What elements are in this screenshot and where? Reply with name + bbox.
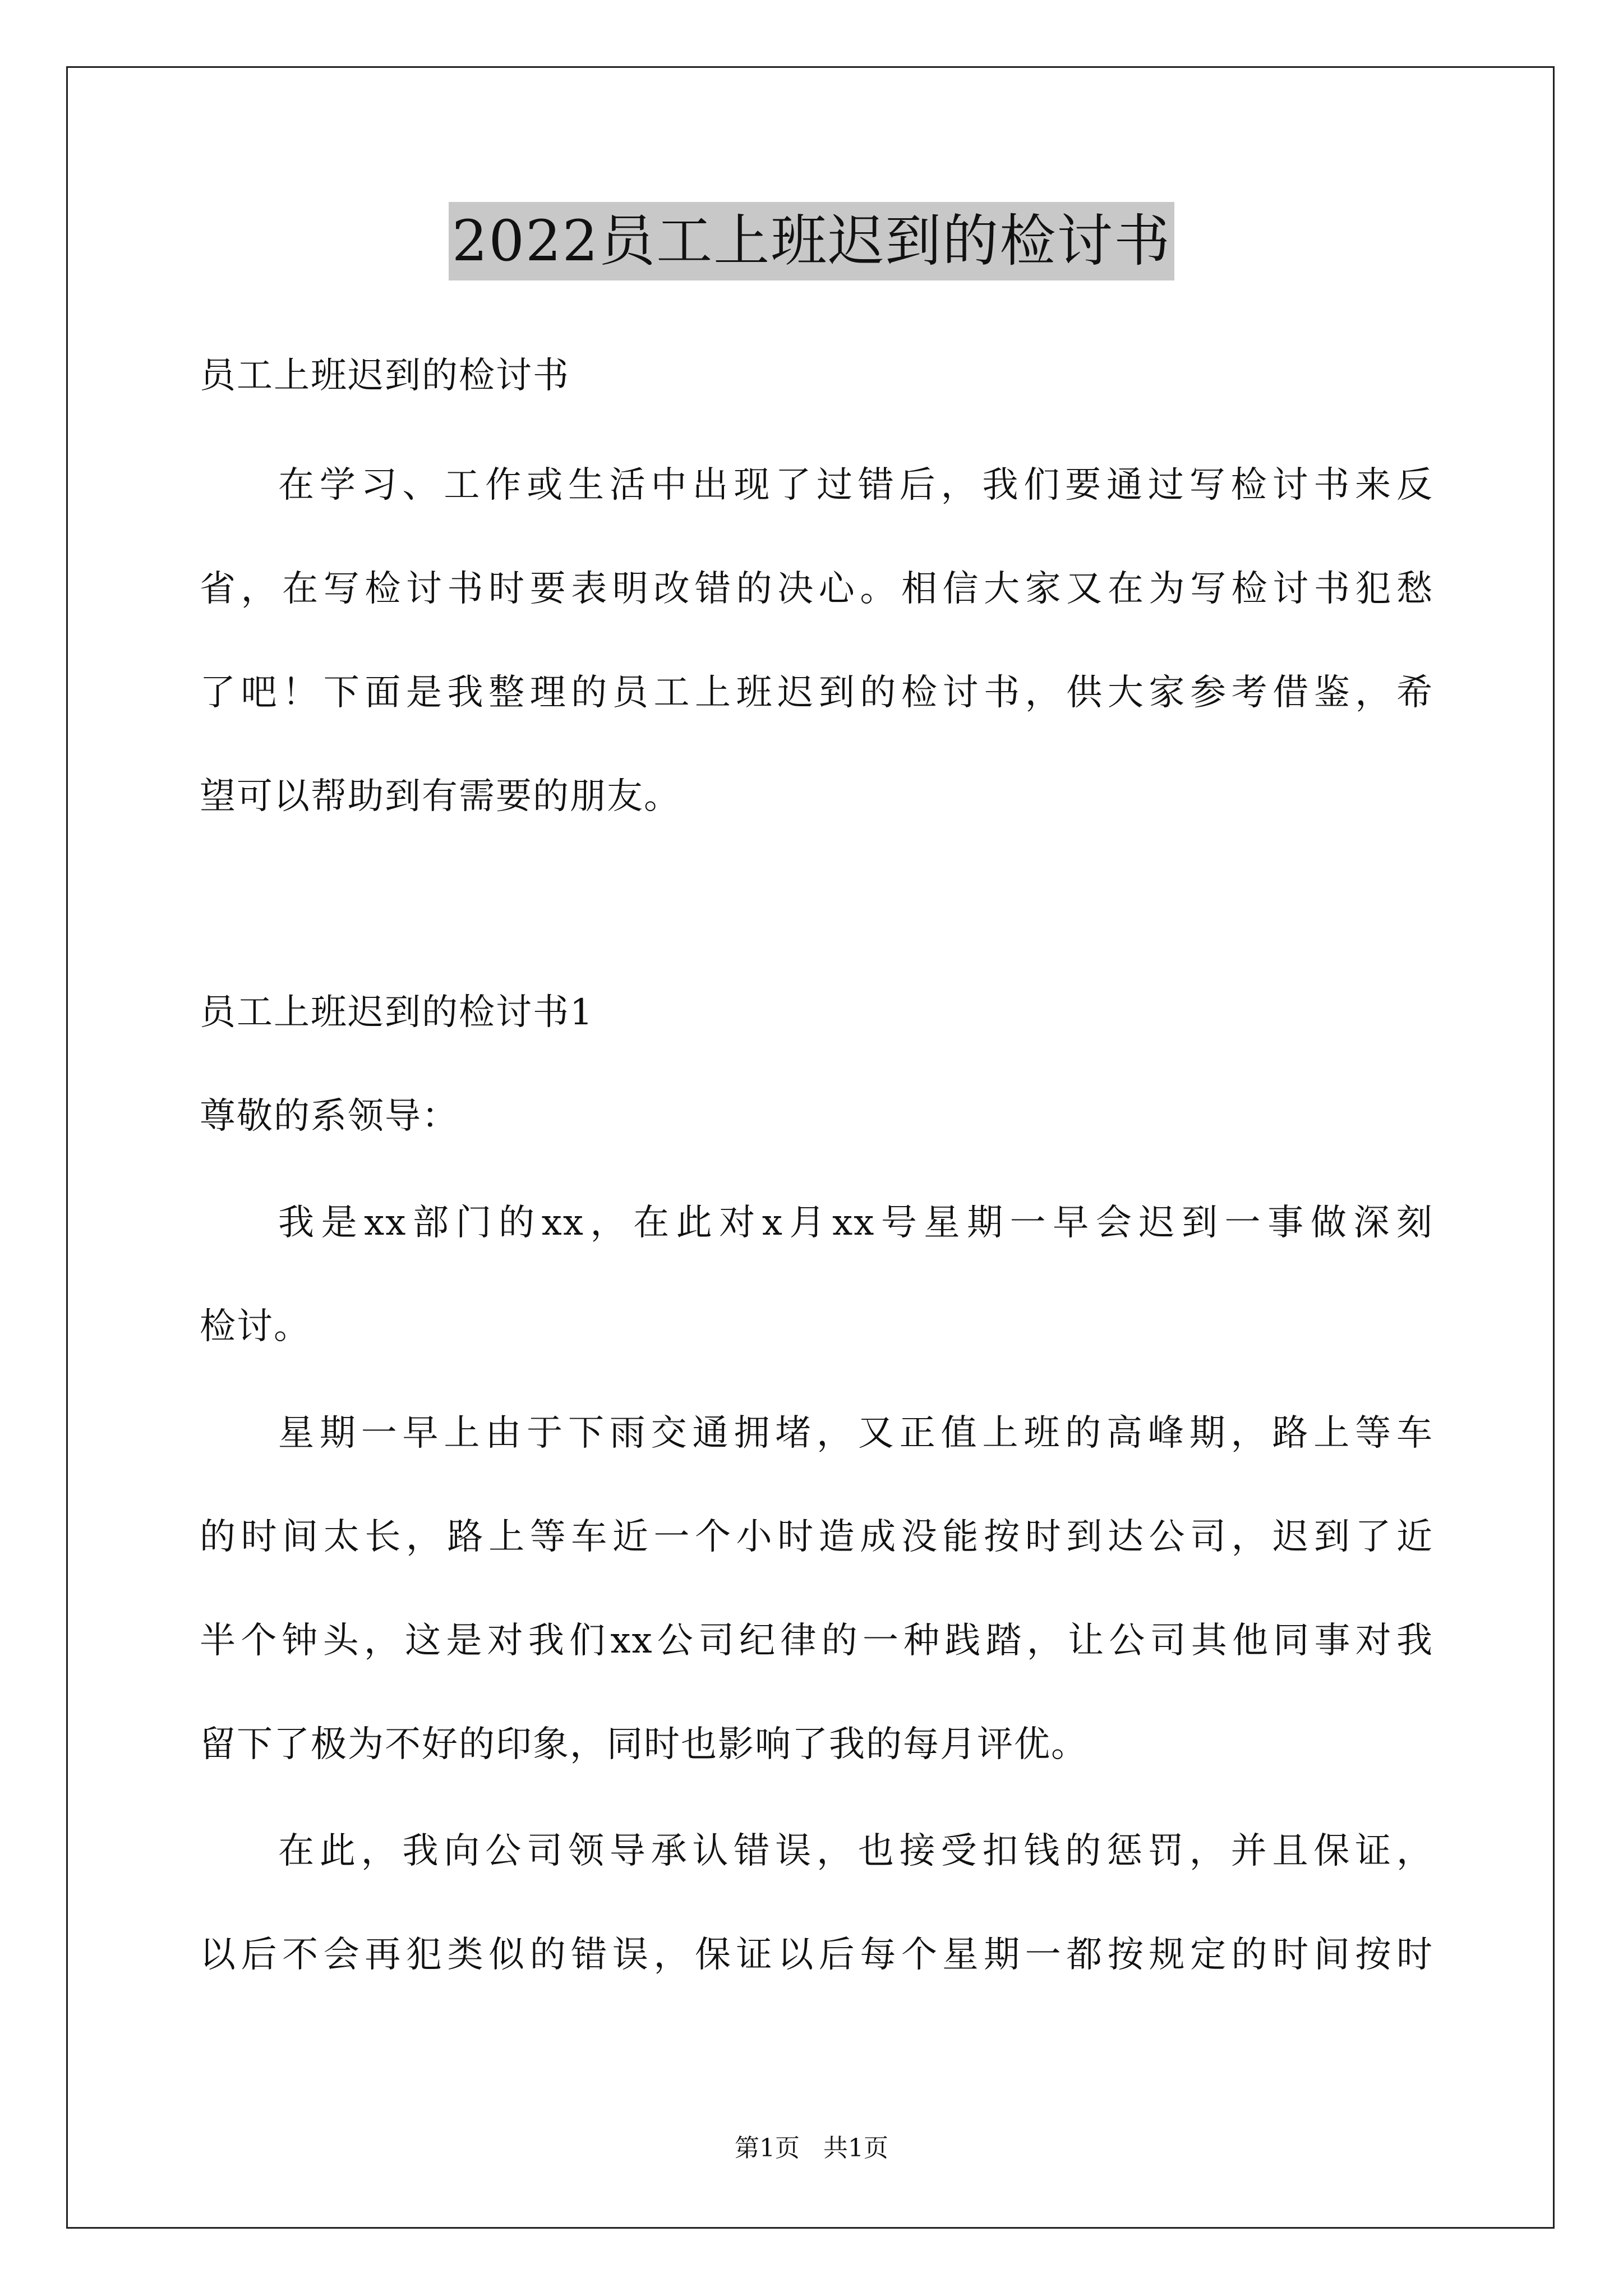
body-paragraph-line: 以后不会再犯类似的错误，保证以后每个星期一都按规定的时间按时 [200, 1934, 1433, 1976]
page-count: 共1页 [823, 2134, 888, 2162]
page-number: 第1页 [735, 2134, 800, 2162]
body-paragraph-line: 我是xx部门的xx，在此对x月xx号星期一早会迟到一事做深刻 [278, 1202, 1433, 1244]
body-paragraph-line: 半个钟头，这是对我们xx公司纪律的一种践踏，让公司其他同事对我 [200, 1620, 1433, 1662]
body-paragraph-line: 在此，我向公司领导承认错误，也接受扣钱的惩罚，并且保证， [278, 1830, 1433, 1872]
section-heading: 员工上班迟到的检讨书1 [200, 992, 594, 1033]
intro-paragraph-line: 了吧！下面是我整理的员工上班迟到的检讨书，供大家参考借鉴，希 [200, 672, 1433, 714]
body-paragraph-line: 星期一早上由于下雨交通拥堵，又正值上班的高峰期，路上等车 [278, 1412, 1433, 1454]
body-paragraph-line: 留下了极为不好的印象，同时也影响了我的每月评优。 [200, 1724, 1088, 1765]
intro-paragraph-line: 省，在写检讨书时要表明改错的决心。相信大家又在为写检讨书犯愁 [200, 568, 1433, 610]
body-paragraph-line: 检讨。 [200, 1306, 311, 1347]
salutation: 尊敬的系领导： [200, 1096, 459, 1137]
subtitle-line: 员工上班迟到的检讨书 [200, 355, 570, 397]
intro-paragraph-line: 在学习、工作或生活中出现了过错后，我们要通过写检讨书来反 [278, 464, 1433, 506]
document-title: 2022员工上班迟到的检讨书 [449, 202, 1175, 280]
title-wrap [0, 202, 1623, 280]
page-footer [0, 2132, 1623, 2165]
body-paragraph-line: 的时间太长，路上等车近一个小时造成没能按时到达公司，迟到了近 [200, 1516, 1433, 1558]
intro-paragraph-line: 望可以帮助到有需要的朋友。 [200, 776, 681, 817]
